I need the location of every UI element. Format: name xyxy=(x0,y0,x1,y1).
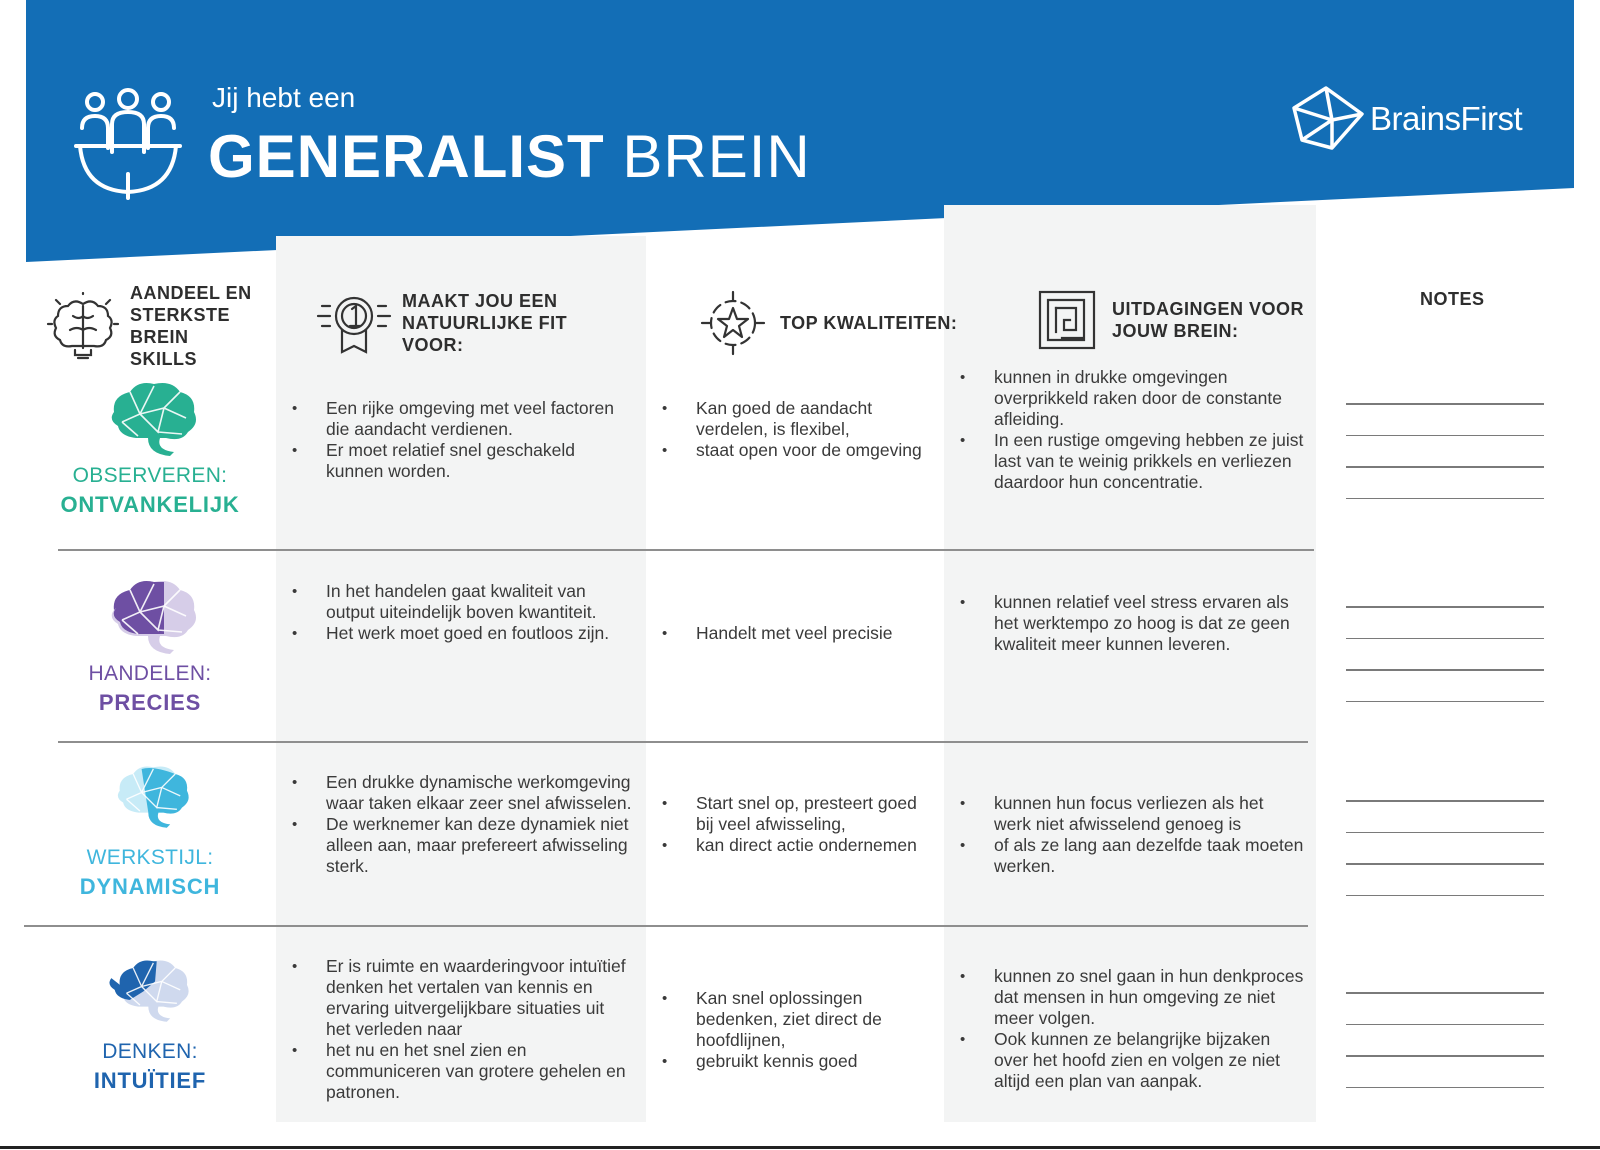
team-target-icon xyxy=(72,88,184,200)
skill-denken xyxy=(50,956,250,1094)
row-divider xyxy=(24,925,1308,927)
notes-lines xyxy=(1346,800,1544,926)
fit-item: • In het handelen gaat kwaliteit van output uiteindelijk boven kwantiteit. xyxy=(292,581,632,623)
quality-item: • Handelt met veel precisie xyxy=(662,623,932,644)
challenge-item: • Ook kunnen ze belangrijke bijzaken over het hoofd zien en volgen ze niet altijd een plan van aanpak. xyxy=(960,1029,1305,1092)
brand-name: BrainsFirst xyxy=(1370,100,1523,137)
skill-value: INTUÏTIEF xyxy=(93,1068,207,1093)
fit-item: • het nu en het snel zien en communiceren van grotere gehelen en patronen. xyxy=(292,1040,632,1103)
skill-handelen xyxy=(50,576,250,716)
skill-category: WERKSTIJL: xyxy=(86,846,214,869)
skill-category: OBSERVEREN: xyxy=(72,464,228,487)
qualities-cell xyxy=(662,988,932,1072)
column-header-brain-skills xyxy=(46,282,260,370)
row-divider xyxy=(58,741,1308,743)
challenges-cell xyxy=(960,966,1305,1092)
intro-text: Jij hebt een xyxy=(212,82,356,113)
challenge-item: • kunnen hun focus verliezen als het werk niet afwisselend genoeg is xyxy=(960,793,1305,835)
notes-lines xyxy=(1346,403,1544,529)
brain-skills-header-label: AANDEEL EN STERKSTE BREIN SKILLS xyxy=(130,283,252,369)
fit-cell xyxy=(292,772,632,877)
skill-observeren xyxy=(50,378,250,518)
fit-item: • Een rijke omgeving met veel factoren die aandacht verdienen. xyxy=(292,398,632,440)
row-divider xyxy=(58,549,1314,551)
top-qualities-header-label: TOP KWALITEITEN: xyxy=(780,313,958,333)
skill-value: PRECIES xyxy=(98,690,202,715)
fit-item: • Een drukke dynamische werkomgeving waar taken elkaar zeer snel afwisselen. xyxy=(292,772,632,814)
skill-werkstijl xyxy=(50,762,250,900)
challenge-item: • kunnen relatief veel stress ervaren als het werktempo zo hoog is dat ze geen kwaliteit meer kunnen leveren. xyxy=(960,592,1305,655)
qualities-cell xyxy=(662,398,932,461)
skill-value: DYNAMISCH xyxy=(79,874,221,899)
fit-item: • Er moet relatief snel geschakeld kunnen worden. xyxy=(292,440,632,482)
column-header-natural-fit xyxy=(314,290,632,356)
challenge-item: • kunnen in drukke omgevingen overprikkeld raken door de constante afleiding. xyxy=(960,367,1305,430)
title-bold: GENERALIST xyxy=(208,123,605,190)
challenges-header-label: UITDAGINGEN VOOR JOUW BREIN: xyxy=(1112,299,1305,341)
challenges-cell xyxy=(960,793,1305,877)
quality-item: • kan direct actie ondernemen xyxy=(662,835,932,856)
fit-cell xyxy=(292,581,632,644)
brain-icon xyxy=(100,378,200,456)
qualities-cell xyxy=(662,793,932,856)
challenge-item: • In een rustige omgeving hebben ze juist last van te weinig prikkels en verliezen daardoor hun concentratie. xyxy=(960,430,1305,493)
page-title xyxy=(208,122,811,191)
challenges-cell xyxy=(960,592,1305,655)
fit-item: • De werknemer kan deze dynamiek niet alleen aan, maar prefereert afwisseling sterk. xyxy=(292,814,632,877)
brainsfirst-logo-icon xyxy=(1290,84,1366,154)
notes-lines xyxy=(1346,992,1544,1118)
notes-header: NOTES xyxy=(1420,289,1485,309)
challenges-cell xyxy=(960,367,1305,493)
fit-item: • Het werk moet goed en foutloos zijn. xyxy=(292,623,632,644)
quality-item: • staat open voor de omgeving xyxy=(662,440,932,461)
brand xyxy=(1290,84,1522,154)
brain-icon xyxy=(100,576,200,654)
challenge-item: • kunnen zo snel gaan in hun denkproces dat mensen in hun omgeving ze niet meer volgen. xyxy=(960,966,1305,1029)
challenge-item: • of als ze lang aan dezelfde taak moeten werken. xyxy=(960,835,1305,877)
fit-cell xyxy=(292,398,632,482)
quality-item: • Start snel op, presteert goed bij veel afwisseling, xyxy=(662,793,932,835)
brain-bulb-icon xyxy=(46,292,120,360)
skill-category: HANDELEN: xyxy=(88,662,212,685)
quality-item: • gebruikt kennis goed xyxy=(662,1051,932,1072)
skill-value: ONTVANKELIJK xyxy=(60,492,240,517)
brain-icon xyxy=(108,956,192,1022)
bottom-rule xyxy=(0,1146,1600,1149)
star-target-icon xyxy=(700,290,766,356)
column-header-top-qualities xyxy=(700,290,957,356)
brain-icon xyxy=(108,762,192,828)
notes-lines xyxy=(1346,606,1544,732)
quality-item: • Kan goed de aandacht verdelen, is flexibel, xyxy=(662,398,932,440)
column-header-challenges xyxy=(1038,290,1312,350)
natural-fit-header-label: MAAKT JOU EEN NATUURLIJKE FIT VOOR: xyxy=(402,291,568,355)
qualities-cell xyxy=(662,623,932,644)
fit-cell xyxy=(292,956,632,1103)
medal-badge-icon xyxy=(314,292,394,354)
fit-item: • Er is ruimte en waarderingvoor intuïtief denken het vertalen van kennis en ervaring uitvergelijkbare situaties uit het verleden naar xyxy=(292,956,632,1040)
maze-icon xyxy=(1038,290,1096,350)
quality-item: • Kan snel oplossingen bedenken, ziet direct de hoofdlijnen, xyxy=(662,988,932,1051)
title-light: BREIN xyxy=(622,123,811,190)
skill-category: DENKEN: xyxy=(102,1040,198,1063)
